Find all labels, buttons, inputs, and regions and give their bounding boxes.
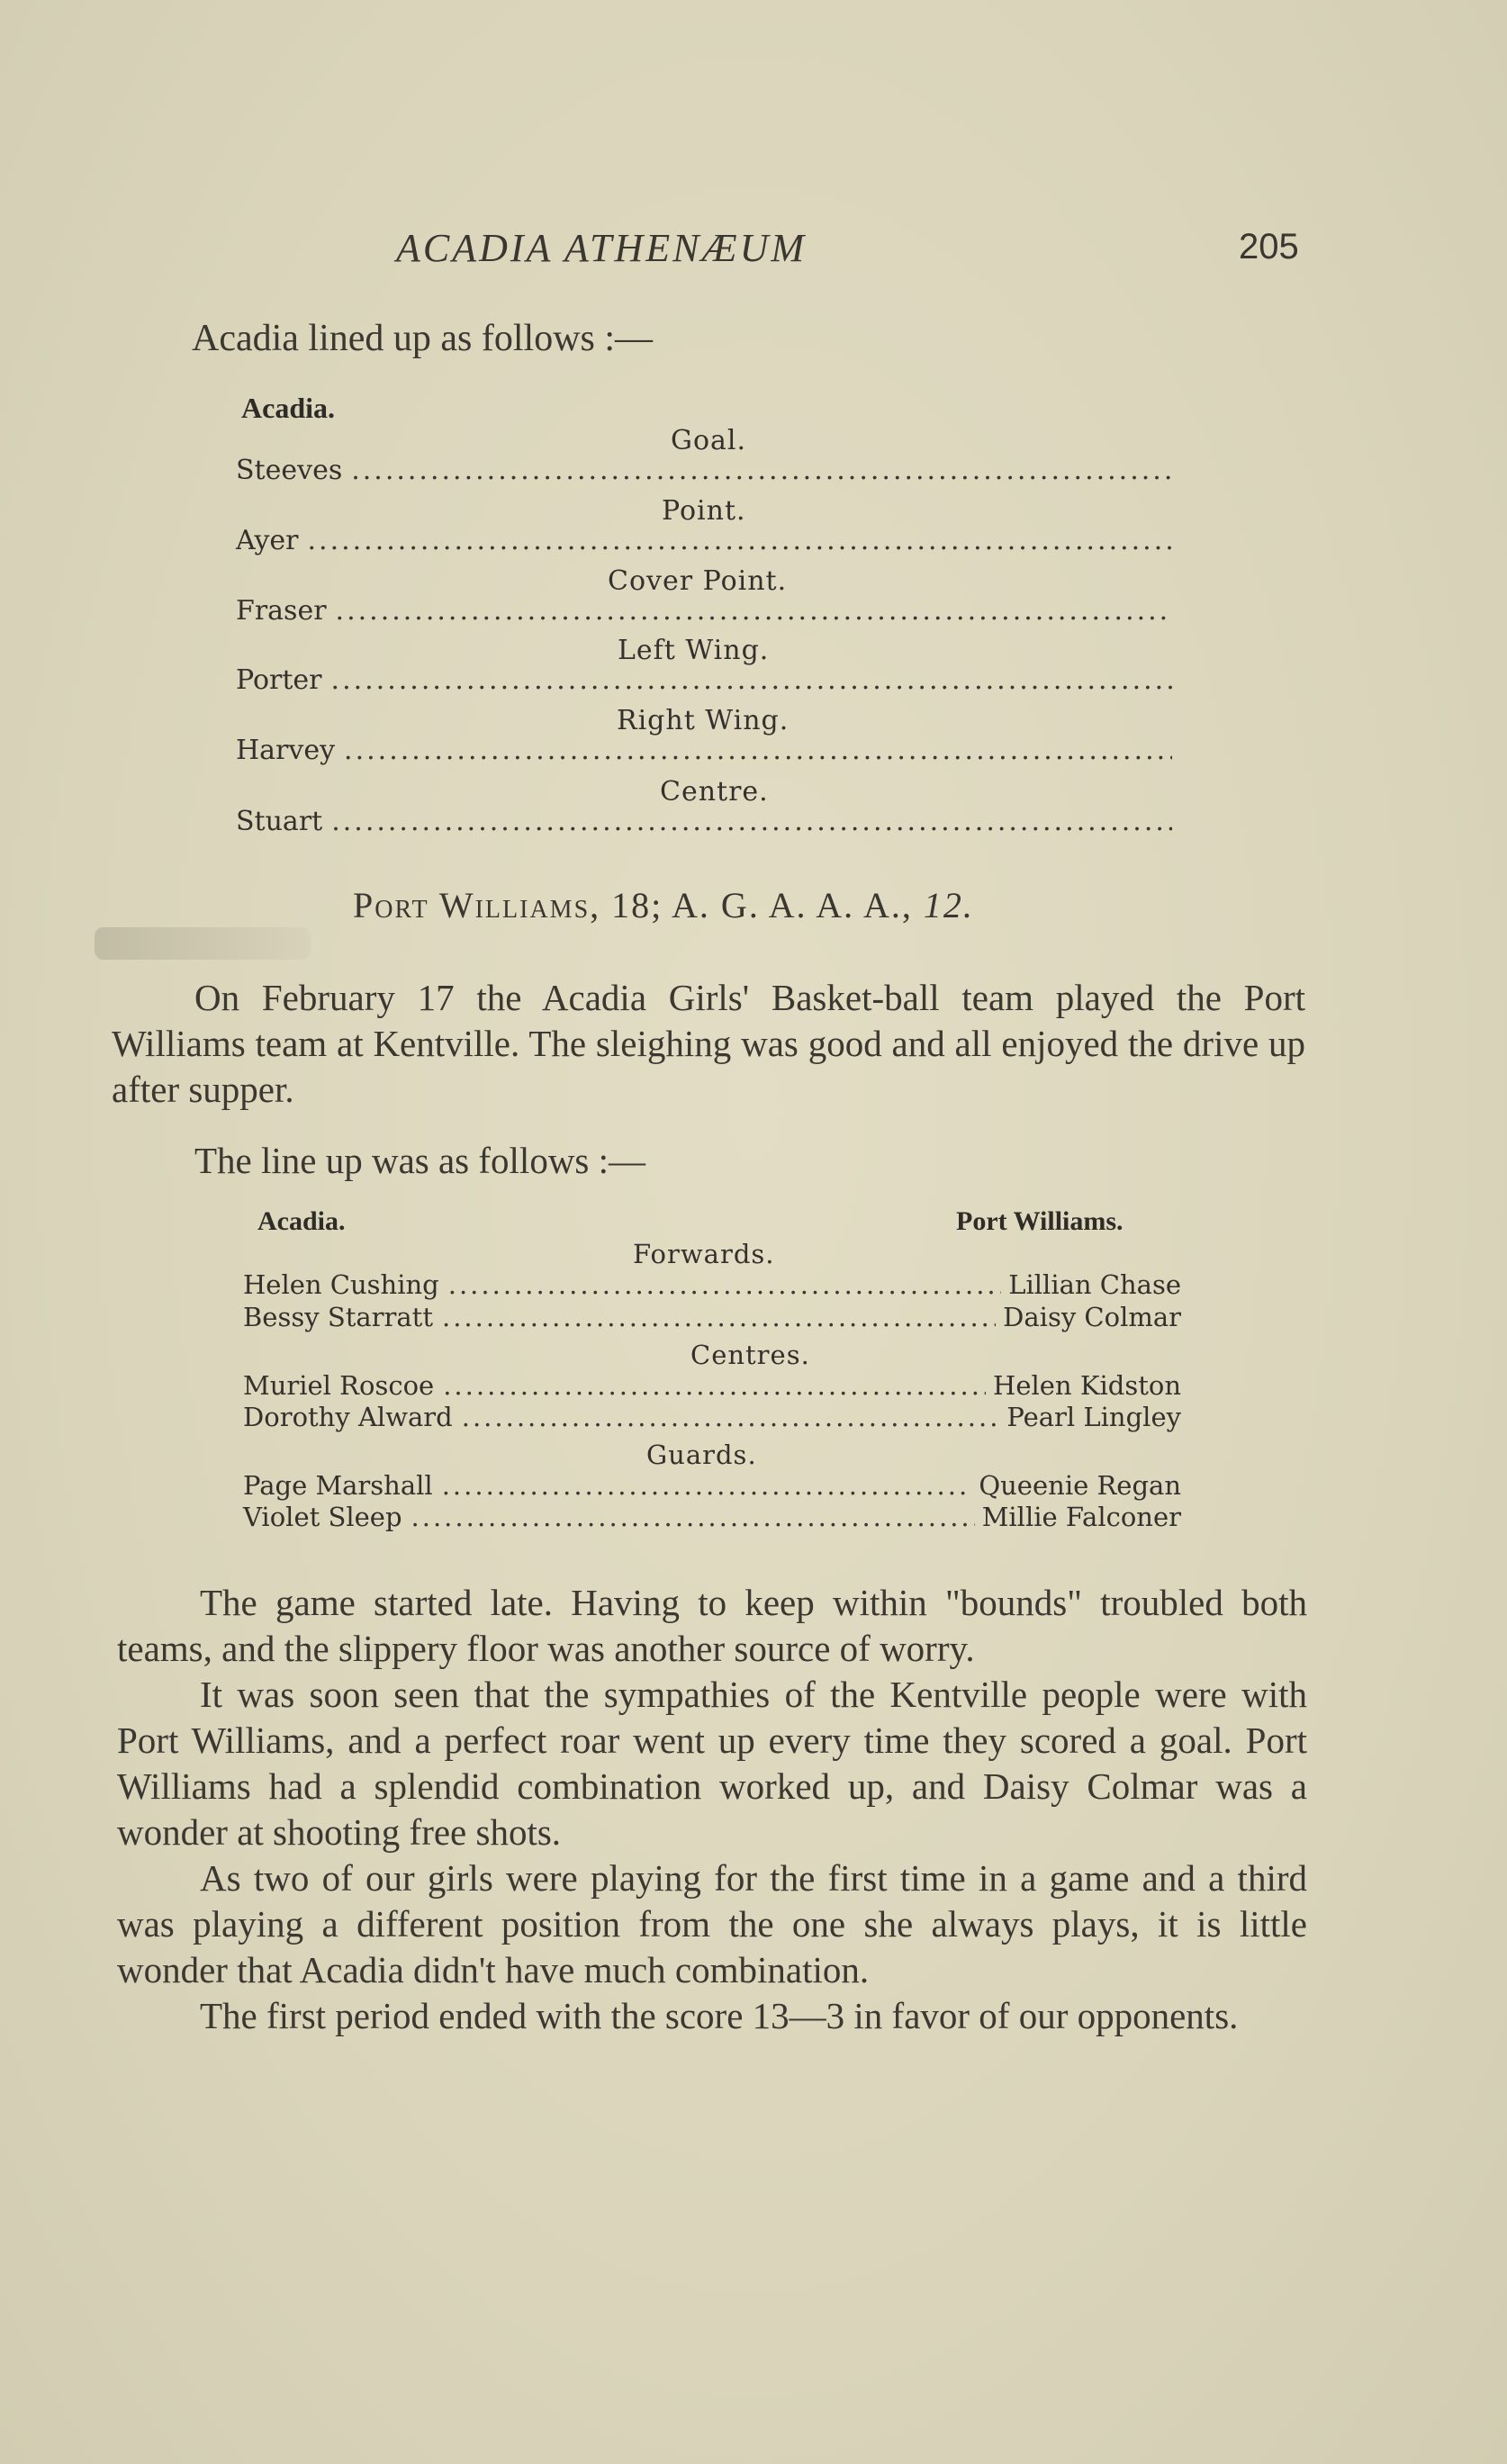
lineup1-position: Cover Point. bbox=[608, 565, 788, 597]
lineup1-position: Right Wing. bbox=[617, 705, 790, 736]
paragraph-text: The first period ended with the score 13—3 in favor of our opponents. bbox=[200, 1995, 1239, 2036]
acadia-player: Muriel Roscoe bbox=[243, 1370, 435, 1401]
lineup2-position: Forwards. bbox=[633, 1239, 775, 1269]
acadia-player: Violet Sleep bbox=[243, 1502, 402, 1532]
leader-dots bbox=[344, 735, 1172, 766]
lineup2-right-label: Port Williams. bbox=[956, 1206, 1123, 1236]
port-player: Pearl Lingley bbox=[1006, 1402, 1181, 1432]
player-name: Steeves bbox=[236, 455, 343, 486]
port-player: Queenie Regan bbox=[979, 1470, 1181, 1501]
port-player: Helen Kidston bbox=[993, 1370, 1181, 1401]
lineup2-row bbox=[243, 1269, 1181, 1300]
score-last: 12. bbox=[923, 885, 974, 925]
player-name: Stuart bbox=[236, 806, 323, 837]
lineup1-row bbox=[236, 525, 1172, 556]
match-score-heading bbox=[353, 884, 974, 926]
paragraph-text: As two of our girls were playing for the first time in a game and a third was playing a different position from the one she always plays, it is little wonder that Acadia didn't have much combination. bbox=[117, 1857, 1307, 1990]
paragraph-text: It was soon seen that the sympathies of the Kentville people were with Port Williams, and a perfect roar went up every time they scored a goal. Port Williams had a splendid combination worked up, and Daisy Colmar was a wonder at shooting free shots. bbox=[117, 1674, 1307, 1853]
player-name: Porter bbox=[236, 664, 322, 696]
paragraph-text: On February 17 the Acadia Girls' Basket-ball team played the Port Williams team at Kentville. The sleighing was good and all enjoyed the drive up after supper. bbox=[112, 977, 1305, 1110]
acadia-player: Helen Cushing bbox=[243, 1269, 439, 1300]
lineup1-row bbox=[236, 595, 1172, 627]
paragraph-text: The game started late. Having to keep within "bounds" troubled both teams, and the slippery floor was another source of worry. bbox=[117, 1582, 1307, 1669]
acadia-player: Dorothy Alward bbox=[243, 1402, 453, 1432]
leader-dots bbox=[351, 455, 1172, 486]
running-head-title: ACADIA ATHENÆUM bbox=[396, 226, 808, 270]
port-player: Daisy Colmar bbox=[1003, 1302, 1181, 1332]
leader-dots bbox=[442, 1470, 972, 1501]
player-name: Fraser bbox=[236, 595, 327, 627]
lineup1-position: Centre. bbox=[660, 776, 769, 808]
leader-dots bbox=[448, 1269, 1002, 1300]
lineup2-row bbox=[243, 1502, 1181, 1532]
lineup2-position: Guards. bbox=[646, 1440, 757, 1470]
intro-line: Acadia lined up as follows :— bbox=[192, 318, 654, 359]
print-smudge bbox=[95, 927, 311, 960]
lineup2-row bbox=[243, 1370, 1181, 1401]
lineup1-row bbox=[236, 664, 1172, 696]
lineup1-row bbox=[236, 735, 1172, 766]
leader-dots bbox=[411, 1502, 975, 1532]
lineup2-row bbox=[243, 1402, 1181, 1432]
score-team-name: Port Williams bbox=[353, 885, 591, 925]
lineup1-position: Goal. bbox=[671, 425, 747, 456]
lineup1-position: Left Wing. bbox=[618, 635, 770, 666]
player-name: Harvey bbox=[236, 735, 336, 766]
lineup-intro: The line up was as follows :— bbox=[194, 1140, 646, 1181]
body-text bbox=[117, 1580, 1307, 2039]
leader-dots bbox=[308, 525, 1173, 556]
lineup2-row bbox=[243, 1470, 1181, 1501]
lineup1-position: Point. bbox=[662, 495, 746, 527]
lineup1-row bbox=[236, 806, 1172, 837]
lineup2-position: Centres. bbox=[690, 1340, 810, 1370]
leader-dots bbox=[331, 664, 1172, 696]
leader-dots bbox=[462, 1402, 1000, 1432]
leader-dots bbox=[336, 595, 1172, 627]
score-middle: , 18; A. G. A. A. A., bbox=[590, 885, 924, 925]
page-number: 205 bbox=[1239, 227, 1299, 266]
leader-dots bbox=[331, 806, 1172, 837]
lineup2-left-label: Acadia. bbox=[257, 1206, 346, 1236]
acadia-player: Bessy Starratt bbox=[243, 1302, 433, 1332]
lineup1-row bbox=[236, 455, 1172, 486]
lineup2-row bbox=[243, 1302, 1181, 1332]
port-player: Millie Falconer bbox=[981, 1502, 1181, 1532]
lineup1-team-label: Acadia. bbox=[241, 392, 335, 424]
player-name: Ayer bbox=[236, 525, 299, 556]
acadia-player: Page Marshall bbox=[243, 1470, 433, 1501]
paragraph bbox=[112, 975, 1305, 1113]
leader-dots bbox=[442, 1302, 996, 1332]
leader-dots bbox=[443, 1370, 986, 1401]
port-player: Lillian Chase bbox=[1008, 1269, 1181, 1300]
